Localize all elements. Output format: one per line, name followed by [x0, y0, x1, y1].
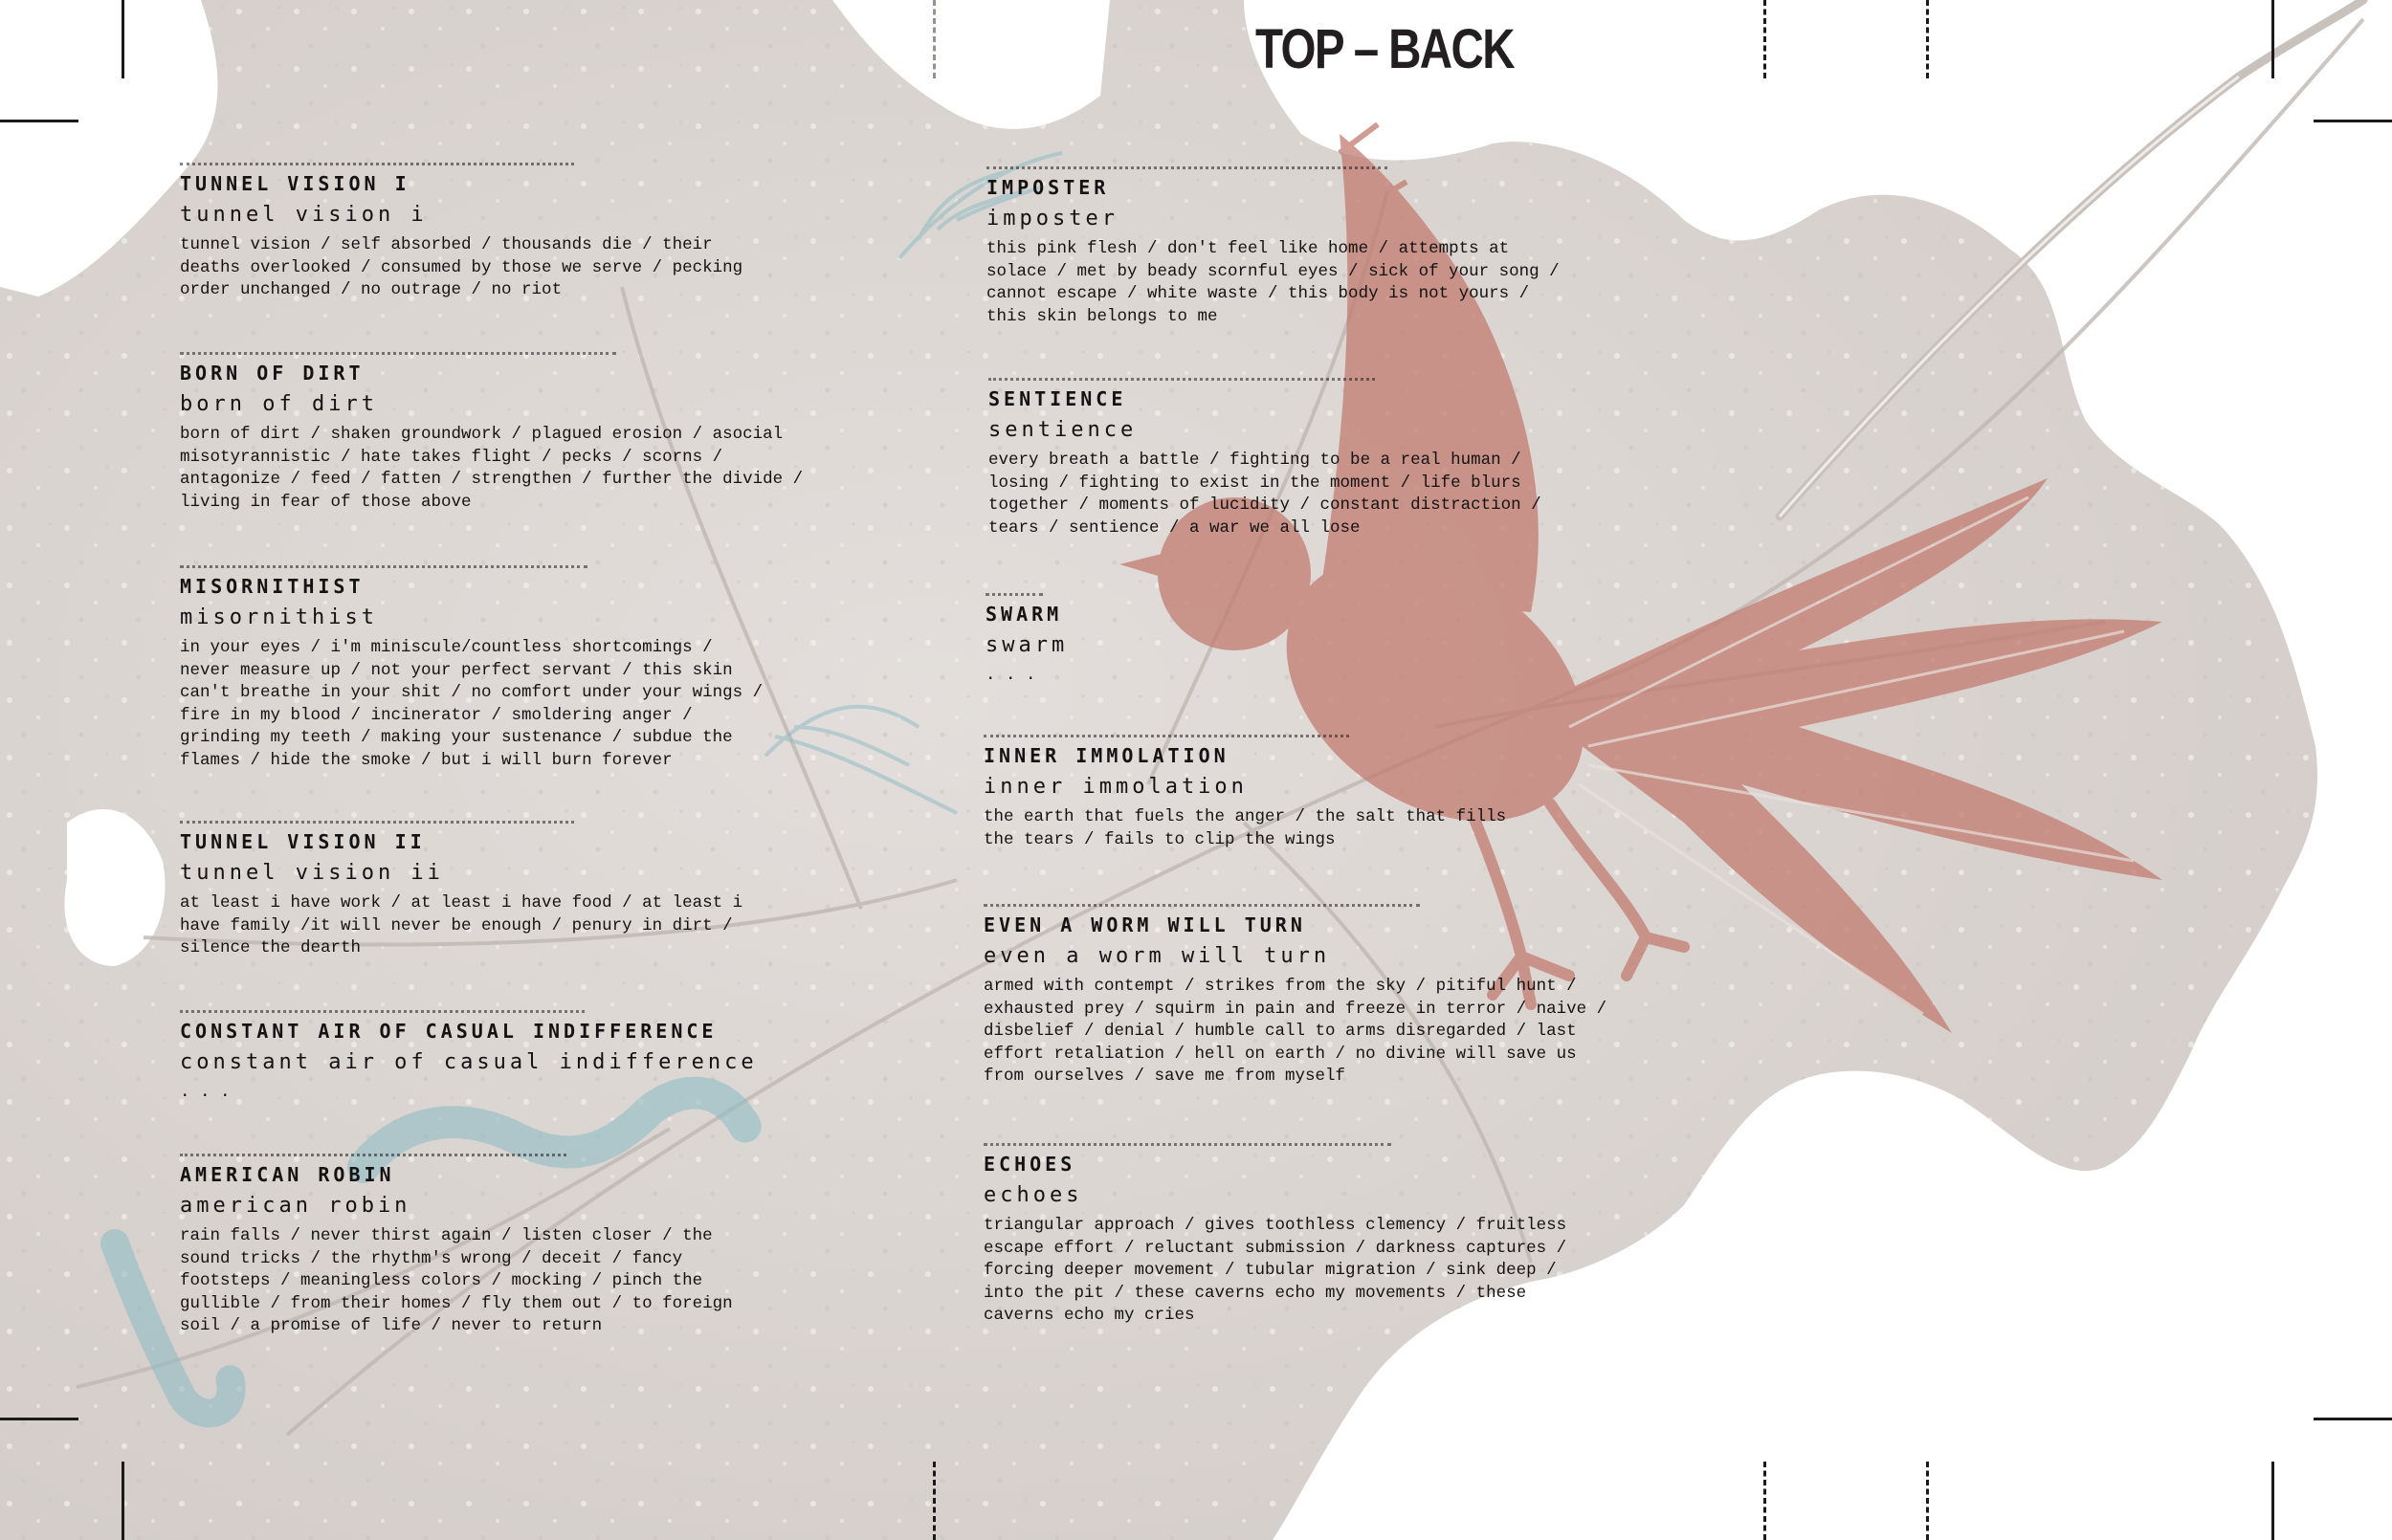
- track-lyrics: every breath a battle / fighting to be a real human / losing / fighting to exist in the moment / life blurs together / moments of lucidity / constant distraction / tears / sentience / a war we all lose: [988, 451, 1541, 538]
- track-subtitle: tunnel vision ii: [180, 861, 444, 885]
- track-lyrics: . . .: [180, 1083, 231, 1102]
- fold-mark: [1926, 1462, 1929, 1540]
- track-entry: [988, 387, 1541, 539]
- track-lyrics: rain falls / never thirst again / listen closer / the sound tricks / the rhythm's wrong / deceit / fancy footsteps / meaningless colors / mocking / pinch the gullible / from their homes / fly them out / to foreign soil / a promise of life / never to return: [180, 1226, 733, 1335]
- track-title: SWARM: [986, 603, 1068, 626]
- track-lyrics: armed with contempt / strikes from the sky / pitiful hunt / exhausted prey / squirm in pain and freeze in terror / naive / disbelief / denial / humble call to arms disregarded / last effort retaliation / hell on earth / no divine will save us from ourselves / save me from myself: [984, 977, 1607, 1086]
- crop-mark: [122, 0, 124, 78]
- track-title: TUNNEL VISION II: [180, 830, 742, 853]
- track-title: MISORNITHIST: [180, 575, 763, 598]
- track-title: ECHOES: [984, 1153, 1566, 1176]
- track-subtitle: swarm: [986, 633, 1069, 657]
- crop-mark: [2271, 1462, 2274, 1540]
- track-lyrics: tunnel vision / self absorbed / thousands die / their deaths overlooked / consumed by those we serve / pecking order unchanged / no outrage / no riot: [180, 235, 743, 299]
- track-lyrics: in your eyes / i'm miniscule/countless shortcomings / never measure up / not your perfect servant / this skin can't breathe in your shit / no comfort under your wings / fire in my blood / incinerator / smoldering anger / grinding my teeth / making your sustenance / subdue the flames / hide the smoke / but i will burn forever: [180, 638, 764, 770]
- track-title: EVEN A WORM WILL TURN: [984, 913, 1606, 936]
- crop-mark: [122, 1462, 124, 1540]
- crop-mark: [2314, 1418, 2392, 1420]
- track-subtitle: misornithist: [180, 605, 378, 629]
- fold-mark: [1763, 1462, 1766, 1540]
- fold-mark: [1926, 0, 1929, 78]
- track-entry: [986, 176, 1560, 328]
- track-lyrics: at least i have work / at least i have food / at least i have family /it will never be enough / penury in dirt / silence the dearth: [180, 893, 743, 957]
- track-entry: [984, 744, 1506, 851]
- track-title: CONSTANT AIR OF CASUAL INDIFFERENCE: [180, 1020, 758, 1043]
- track-subtitle: american robin: [180, 1194, 411, 1218]
- fold-mark: [1763, 0, 1766, 78]
- track-entry: [180, 362, 803, 514]
- track-subtitle: tunnel vision i: [180, 203, 428, 227]
- track-subtitle: imposter: [986, 207, 1118, 231]
- track-title: SENTIENCE: [988, 387, 1541, 410]
- crop-mark: [2314, 120, 2392, 122]
- fold-mark: [933, 0, 936, 78]
- track-entry: [984, 913, 1606, 1089]
- track-title: INNER IMMOLATION: [984, 744, 1506, 767]
- track-subtitle: born of dirt: [180, 392, 378, 416]
- track-entry: [180, 172, 742, 302]
- track-entry: [180, 830, 742, 960]
- track-title: TUNNEL VISION I: [180, 172, 742, 195]
- track-lyrics: . . .: [986, 666, 1036, 685]
- track-subtitle: echoes: [984, 1183, 1083, 1207]
- track-subtitle: inner immolation: [984, 775, 1248, 799]
- track-entry: [984, 1153, 1566, 1328]
- track-subtitle: even a worm will turn: [984, 944, 1331, 968]
- page-label: TOP – BACK: [1255, 18, 1514, 80]
- fold-mark: [933, 1462, 936, 1540]
- track-entry: [986, 603, 1068, 688]
- track-title: AMERICAN ROBIN: [180, 1163, 733, 1186]
- track-entry: [180, 1163, 733, 1338]
- crop-mark: [0, 1418, 78, 1420]
- track-lyrics: this pink flesh / don't feel like home / attempts at solace / met by beady scornful eyes / sick of your song / cannot escape / white waste / this body is not yours / this skin belongs to me: [986, 239, 1560, 326]
- track-lyrics: triangular approach / gives toothless clemency / fruitless escape effort / reluctant submission / darkness captures / forcing deeper movement / tubular migration / sink deep / into the pit / these caverns echo my movements / these caverns echo my cries: [984, 1216, 1567, 1325]
- track-lyrics: the earth that fuels the anger / the salt that fills the tears / fails to clip the wings: [984, 807, 1507, 849]
- crop-mark: [2271, 0, 2274, 78]
- track-title: IMPOSTER: [986, 176, 1560, 199]
- track-entry: [180, 575, 763, 772]
- track-lyrics: born of dirt / shaken groundwork / plagued erosion / asocial misotyrannistic / hate takes flight / pecks / scorns / antagonize / feed / fatten / strengthen / further the divide / living in fear of those above: [180, 425, 804, 512]
- track-entry: [180, 1020, 758, 1105]
- track-subtitle: sentience: [988, 418, 1138, 442]
- track-title: BORN OF DIRT: [180, 362, 803, 385]
- track-subtitle: constant air of casual indifference: [180, 1050, 758, 1074]
- crop-mark: [0, 120, 78, 122]
